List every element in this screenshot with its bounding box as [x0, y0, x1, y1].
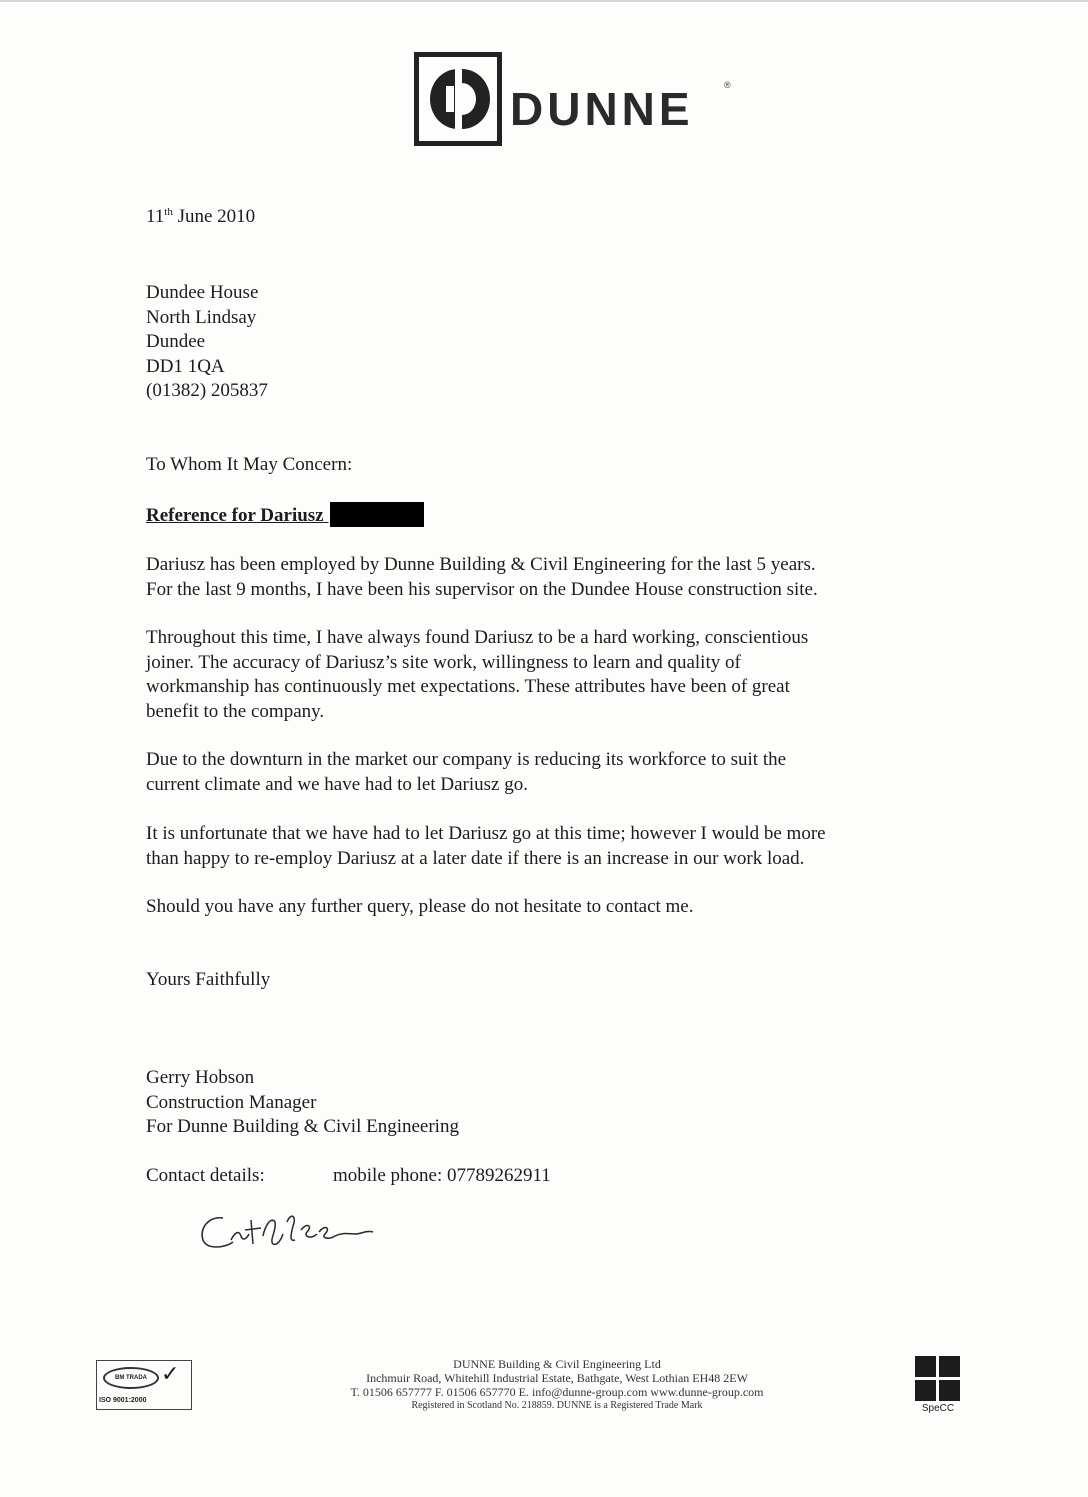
paragraph-line: Throughout this time, I have always found Dariusz to be a hard working, conscientious [146, 627, 809, 648]
paragraph-1 [146, 553, 818, 602]
closing: Yours Faithfully [146, 969, 271, 990]
salutation: To Whom It May Concern: [146, 454, 353, 475]
footer-address: Inchmuir Road, Whitehill Industrial Estate, Bathgate, West Lothian EH48 2EW [366, 1371, 748, 1385]
specc-label: SpeCC [921, 1403, 955, 1414]
cert-oval: BM TRADA [103, 1367, 159, 1389]
reference-title: Reference for Dariusz [146, 502, 424, 529]
paragraph-5: Should you have any further query, please do not hesitate to contact me. [146, 896, 694, 917]
paragraph-line: joiner. The accuracy of Dariusz’s site work, willingness to learn and quality of [146, 651, 741, 673]
paragraph-line: For the last 9 months, I have been his supervisor on the Dundee House construction site. [146, 578, 818, 600]
paragraph-3 [146, 748, 786, 797]
specc-logo [915, 1356, 961, 1422]
paragraph-line: It is unfortunate that we have had to let Dariusz go at this time; however I would be more [146, 823, 826, 844]
signatory-title: Construction Manager [146, 1091, 317, 1113]
address-line: North Lindsay [146, 306, 257, 328]
scan-edge [0, 0, 1088, 2]
address-line: DD1 1QA [146, 355, 225, 377]
specc-squares-icon [915, 1356, 961, 1401]
address-line: (01382) 205837 [146, 380, 268, 401]
paragraph-line: workmanship has continuously met expectations. These attributes have been of great [146, 676, 790, 697]
recipient-address [146, 281, 268, 404]
contact-phone: mobile phone: 07789262911 [333, 1165, 551, 1186]
contact-label: Contact details: [146, 1165, 265, 1186]
paragraph-4 [146, 822, 826, 871]
dunne-logo-mark-icon [414, 52, 502, 146]
paragraph-line: benefit to the company. [146, 700, 325, 722]
certification-badge [96, 1360, 192, 1410]
paragraph-line: than happy to re-employ Dariusz at a later date if there is an increase in our work load. [146, 847, 805, 869]
handwritten-signature [195, 1200, 415, 1260]
footer-contacts: T. 01506 657777 F. 01506 657770 E. info@dunne-group.com www.dunne-group.com [350, 1385, 764, 1399]
signatory-name: Gerry Hobson [146, 1067, 255, 1088]
letterhead-footer [262, 1357, 852, 1413]
address-line: Dundee [146, 331, 206, 352]
paragraph-line: current climate and we have had to let Dariusz go. [146, 773, 528, 795]
letter-date: 11th June 2010 [146, 206, 256, 227]
dunne-logo-text: DUNNE [510, 83, 694, 135]
footer-company: DUNNE Building & Civil Engineering Ltd [453, 1357, 661, 1371]
signatory-company: For Dunne Building & Civil Engineering [146, 1116, 459, 1137]
dunne-logo [414, 52, 734, 152]
cert-iso-label: ISO 9001:2000 [99, 1397, 147, 1404]
paragraph-line: Due to the downturn in the market our company is reducing its workforce to suit the [146, 749, 787, 770]
registered-mark: ® [724, 80, 731, 90]
paragraph-line: Dariusz has been employed by Dunne Building & Civil Engineering for the last 5 years. [146, 554, 816, 575]
address-line: Dundee House [146, 282, 259, 303]
checkmark-icon: ✓ [161, 1362, 180, 1387]
footer-registered: Registered in Scotland No. 218859. DUNNE is a Registered Trade Mark [411, 1400, 703, 1411]
paragraph-2 [146, 626, 808, 724]
signatory-block [146, 1066, 459, 1140]
redaction-bar [330, 502, 424, 527]
